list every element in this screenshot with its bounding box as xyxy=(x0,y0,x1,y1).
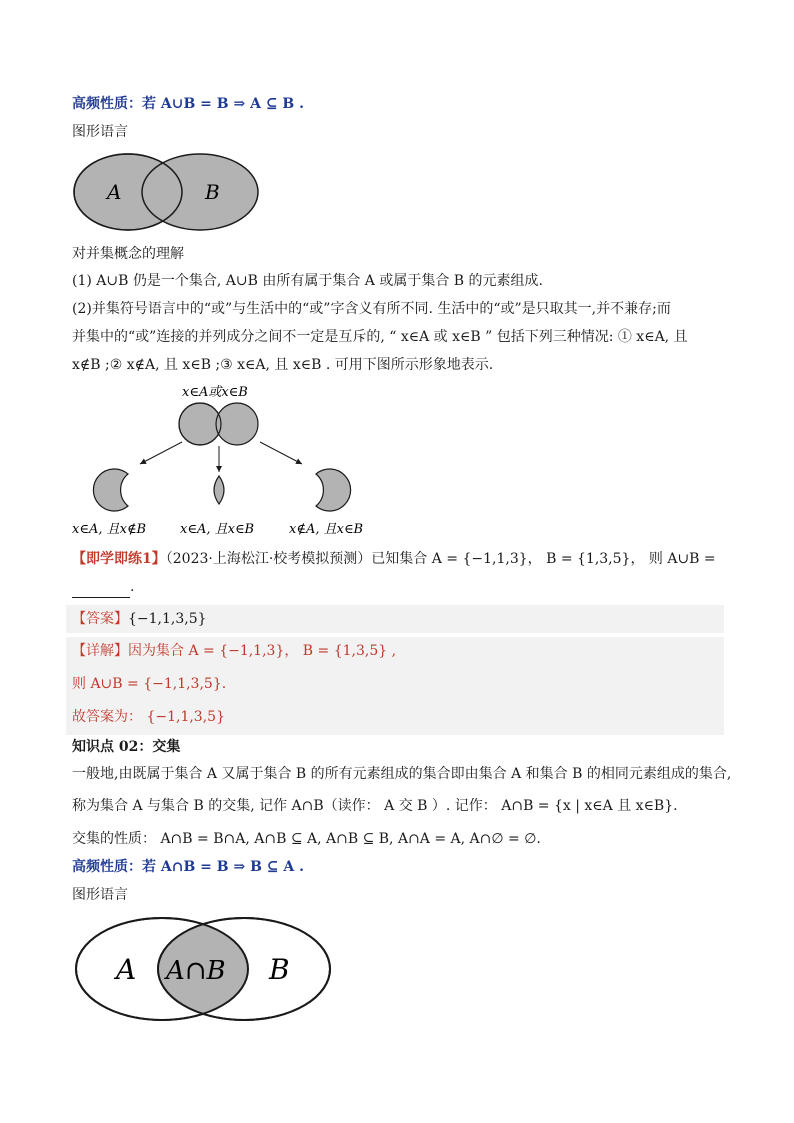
intersection-label-mid: A∩B xyxy=(166,956,226,986)
high-freq-text: 若 A∪B = B ⇒ A ⊆ B . xyxy=(142,96,305,112)
case1-label: x∈A, 且x∉B xyxy=(72,522,147,537)
detail-line3: 故答案为： {−1,1,3,5} xyxy=(72,709,225,725)
cases-top-label: x∈A或x∈B xyxy=(182,385,248,400)
union-venn-diagram xyxy=(70,150,265,235)
case3-label: x∉A, 且x∈B xyxy=(289,522,364,537)
venn-label-b: B xyxy=(205,180,220,204)
high-freq-label-2: 高频性质： xyxy=(72,859,142,875)
graphic-language-label: 图形语言 xyxy=(72,124,128,140)
answer-value: {−1,1,3,5} xyxy=(128,611,207,627)
detail-text1: 因为集合 A = {−1,1,3}， B = {1,3,5} , xyxy=(128,643,397,659)
answer-line xyxy=(72,608,207,630)
practice-question: 已知集合 A = {−1,1,3}， B = {1,3,5}， 则 A∪B = xyxy=(371,551,716,567)
practice-source: （2023·上海松江·校考模拟预测） xyxy=(165,551,372,567)
arrow-left xyxy=(140,442,182,464)
understanding-title: 对并集概念的理解 xyxy=(72,246,184,262)
understanding-p2-line1: (2)并集符号语言中的“或”与生活中的“或”字含义有所不同. 生活中的“或”是只取其一,并不兼存;而 xyxy=(72,301,671,317)
understanding-p2-line3: x∉B ;② x∉A, 且 x∈B ;③ x∈A, 且 x∈B . 可用下图所示形象地表示. xyxy=(72,357,494,373)
understanding-p1: (1) A∪B 仍是一个集合, A∪B 由所有属于集合 A 或属于集合 B 的元素组成. xyxy=(72,273,543,289)
intersection-def-line1: 一般地,由既属于集合 A 又属于集合 B 的所有元素组成的集合即由集合 A 和集合 B 的相同元素组成的集合, xyxy=(72,766,732,782)
case2-shape xyxy=(214,476,224,504)
top-venn-b xyxy=(216,403,258,445)
detail-line2: 则 A∪B = {−1,1,3,5}. xyxy=(72,676,227,692)
practice-tag: 【即学即练1】 xyxy=(72,551,166,567)
answer-tag: 【答案】 xyxy=(72,611,128,627)
case1-shape xyxy=(93,469,128,511)
high-freq-text-2: 若 A∩B = B ⇒ B ⊆ A . xyxy=(142,859,305,875)
graphic-language-label-2: 图形语言 xyxy=(72,887,128,903)
answer-blank-line: . xyxy=(72,576,134,598)
arrow-right xyxy=(260,442,302,464)
high-freq-label: 高频性质： xyxy=(72,96,142,112)
case2-label: x∈A, 且x∈B xyxy=(180,522,255,537)
intersection-def-line2: 称为集合 A 与集合 B 的交集, 记作 A∩B（读作： A 交 B ）. 记作： A∩B = {x | x∈A 且 x∈B}. xyxy=(72,798,678,814)
intersection-venn-diagram xyxy=(72,914,336,1024)
intersection-properties: 交集的性质： A∩B = B∩A, A∩B ⊆ A, A∩B ⊆ B, A∩A = A, A∩∅ = ∅. xyxy=(72,831,541,847)
section2-heading: 知识点 02：交集 xyxy=(72,739,181,755)
answer-blank xyxy=(72,583,130,598)
understanding-p2-line2: 并集中的“或”连接的并列成分之间不一定是互斥的, “ x∈A 或 x∈B ” 包括下列三种情况: ① x∈A, 且 xyxy=(72,329,688,345)
intersection-label-b: B xyxy=(269,953,290,986)
case3-shape xyxy=(316,469,351,511)
detail-tag: 【详解】 xyxy=(72,643,128,659)
union-cases-diagram xyxy=(70,380,390,540)
detail-line1 xyxy=(72,640,396,662)
union-high-freq-line xyxy=(72,93,304,115)
venn-label-a: A xyxy=(107,180,122,204)
intersection-high-freq-line xyxy=(72,856,304,878)
intersection-label-a: A xyxy=(116,953,137,986)
practice-question-line xyxy=(72,548,716,570)
venn-circle-b xyxy=(142,154,258,230)
